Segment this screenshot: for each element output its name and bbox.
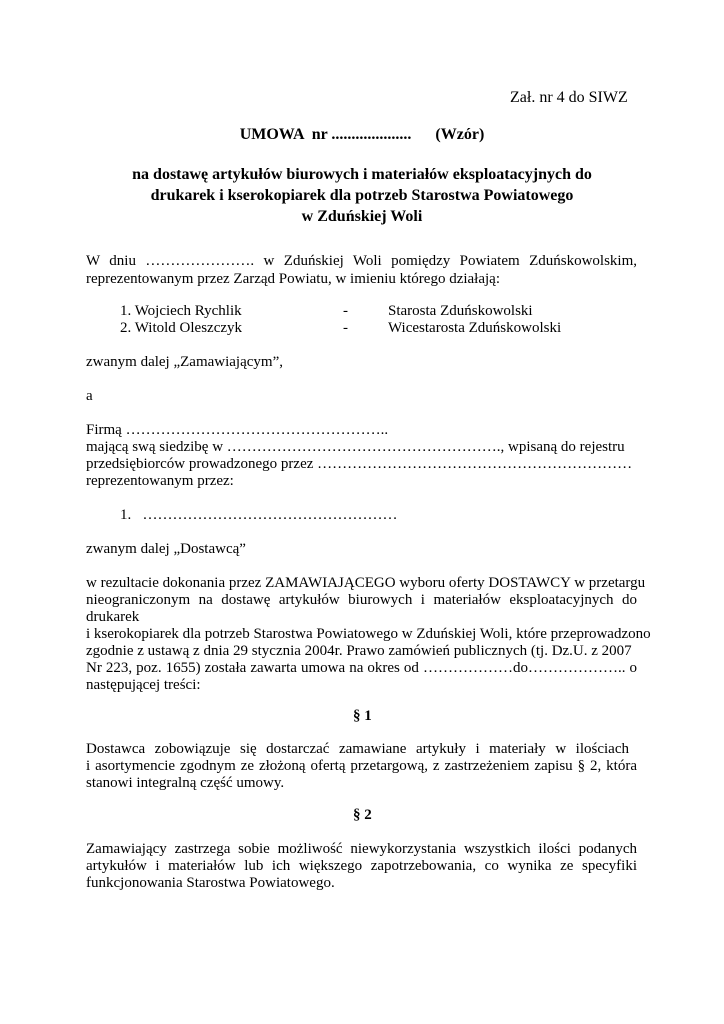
representative-role: Starosta Zduńskowolski: [388, 303, 533, 319]
contract-title: UMOWA nr .................... (Wzór): [239, 126, 485, 143]
ordering-party-label: zwanym dalej „Zamawiającym”,: [86, 354, 283, 370]
result-line-7: następującej treści:: [86, 677, 201, 693]
section-2-line-1: Zamawiający zastrzega sobie możliwość niewykorzystania wszystkich ilości podanych: [86, 841, 637, 857]
firm-line-1: Firmą ……………………………………………..: [86, 422, 389, 438]
firm-line-2: mającą swą siedzibę w ………………………………………………., wpisaną do rejestru: [86, 439, 625, 455]
representative-name: 1. Wojciech Rychlik: [120, 303, 242, 319]
firm-line-4: reprezentowanym przez:: [86, 473, 234, 489]
subtitle-line-1: na dostawę artykułów biurowych i materiałów eksploatacyjnych do: [132, 166, 592, 183]
attachment-label: Zał. nr 4 do SIWZ: [510, 89, 628, 106]
section-2-line-3: funkcjonowania Starostwa Powiatowego.: [86, 875, 335, 891]
section-1-line-2: i asortymencie zgodnym ze złożoną ofertą przetargową, z zastrzeżeniem zapisu § 2, która: [86, 758, 637, 774]
result-line-2: nieograniczonym na dostawę artykułów biurowych i materiałów eksploatacyjnych do: [86, 592, 637, 608]
section-heading: § 2: [353, 807, 372, 823]
subtitle-line-2: drukarek i kserokopiarek dla potrzeb Starostwa Powiatowego: [150, 187, 574, 204]
representative-dash: -: [343, 320, 348, 336]
result-line-4: i kserokopiarek dla potrzeb Starostwa Powiatowego w Zduńskiej Woli, które przeprowadzono: [86, 626, 651, 642]
intro-line-2: reprezentowanym przez Zarząd Powiatu, w imieniu którego działają:: [86, 271, 500, 287]
representative-name: 2. Witold Oleszczyk: [120, 320, 243, 336]
section-heading: § 1: [353, 708, 372, 724]
firm-line-3: przedsiębiorców prowadzonego przez ………………………………………………………: [86, 456, 633, 472]
representative-role: Wicestarosta Zduńskowolski: [388, 320, 562, 336]
result-line-1: w rezultacie dokonania przez ZAMAWIAJĄCEGO wyboru oferty DOSTAWCY w przetargu: [86, 575, 646, 591]
supplier-label: zwanym dalej „Dostawcą”: [86, 541, 246, 557]
conjunction: a: [86, 388, 93, 404]
result-line-6: Nr 223, poz. 1655) została zawarta umowa na okres od ………………do……………….. o: [86, 660, 637, 676]
section-1-line-3: stanowi integralną część umowy.: [86, 775, 285, 791]
subtitle-line-3: w Zduńskiej Woli: [301, 208, 423, 225]
result-line-5: zgodnie z ustawą z dnia 29 stycznia 2004r. Prawo zamówień publicznych (tj. Dz.U. z 2007: [86, 643, 632, 659]
section-2-line-2: artykułów i materiałów lub ich większego zapotrzebowania, co wynika ze specyfiki: [86, 858, 637, 874]
intro-line-1: W dniu …………………. w Zduńskiej Woli pomiędzy Powiatem Zduńskowolskim,: [86, 253, 637, 269]
section-1-line-1: Dostawca zobowiązuje się dostarczać zamawiane artykuły i materiały w ilościach: [86, 741, 629, 757]
firm-representative-item: 1. ……………………………………………: [120, 507, 398, 523]
representative-dash: -: [343, 303, 348, 319]
result-line-3: drukarek: [86, 609, 140, 625]
